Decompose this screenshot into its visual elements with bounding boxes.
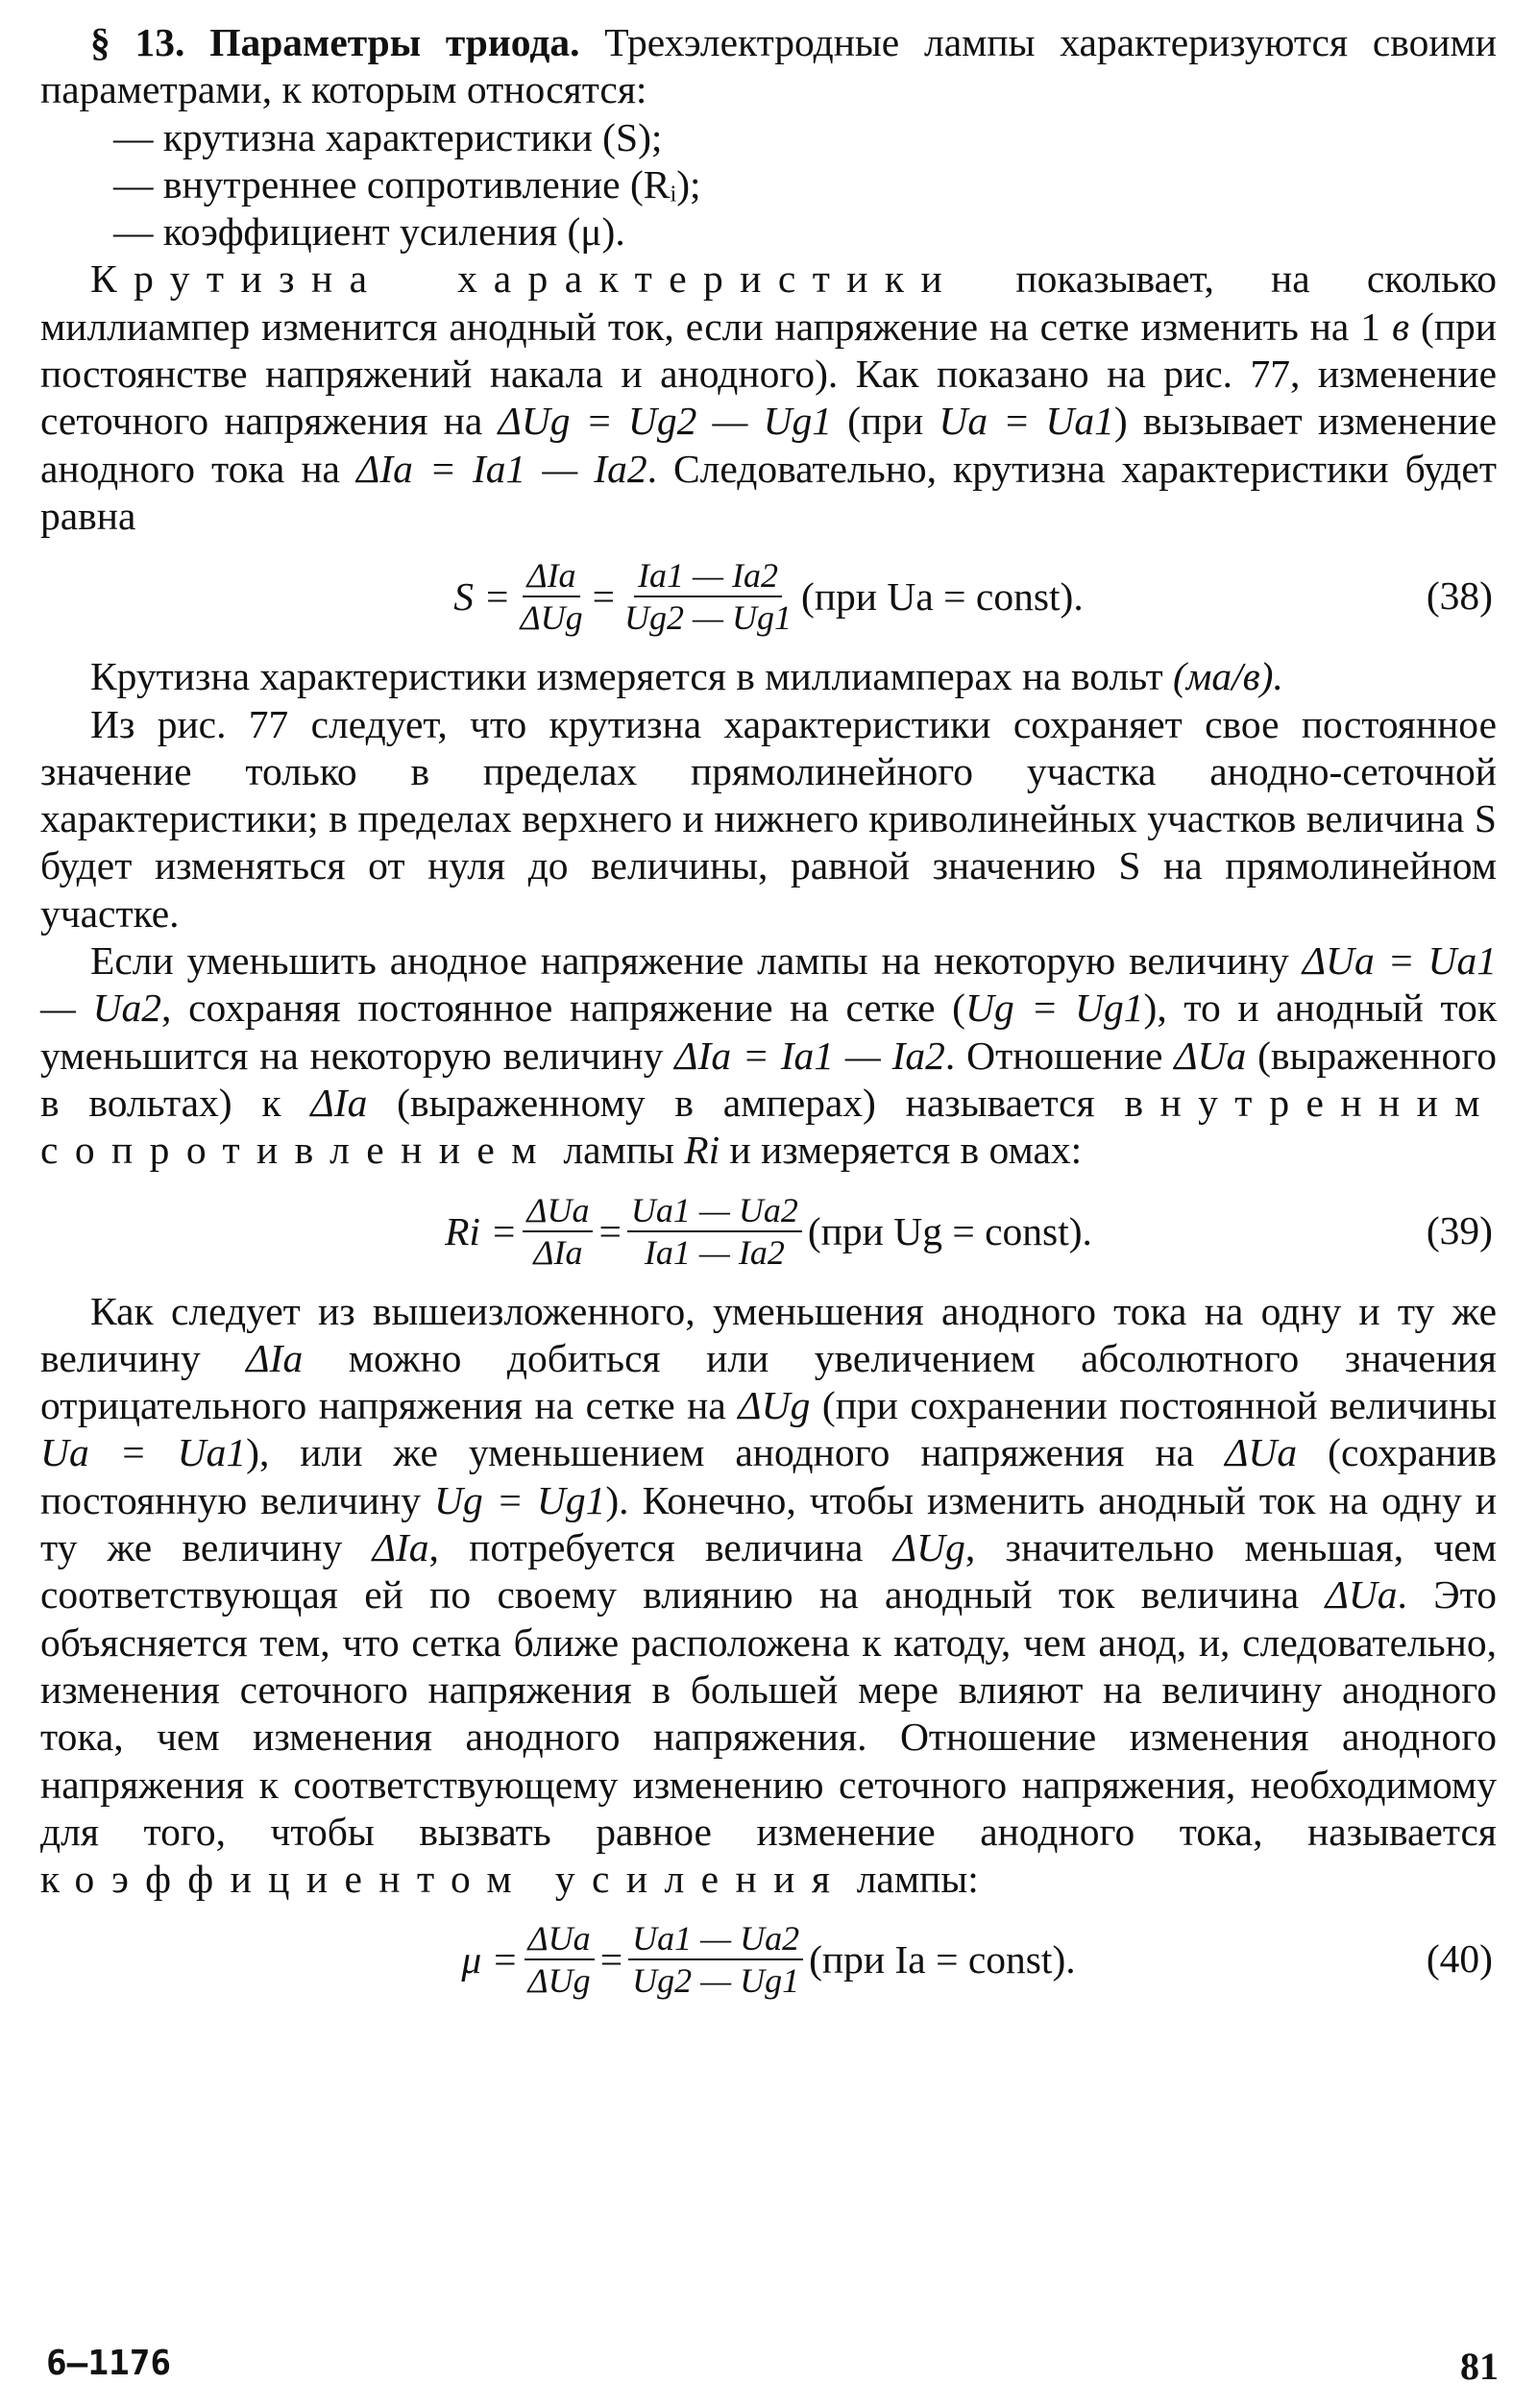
mu-text: , значительно меньшая, чем соответствующая ей по своему влиянию на анодный ток величина	[40, 1525, 1497, 1617]
equation-condition: (при Ua = const).	[801, 574, 1084, 620]
equation-number: (40)	[1426, 1936, 1493, 1982]
mu-text: (при сохранении постоянной величины	[810, 1383, 1497, 1428]
numerator: Ua1 — Ua2	[627, 1190, 802, 1232]
numerator: Ia1 — Ia2	[634, 555, 782, 597]
formula-inline: Ua = Ua1	[939, 399, 1114, 444]
mu-text: можно добиться или увеличением абсолютного значения отрицательного напряжения на сетке на	[40, 1335, 1497, 1428]
param-list-item-gain: — коэффициент усиления (μ).	[113, 209, 625, 255]
fraction	[525, 1918, 595, 2001]
denominator: Ug2 — Ug1	[632, 1961, 800, 2001]
formula-inline: ΔUg	[738, 1383, 811, 1428]
formula-inline: ΔIa	[310, 1080, 368, 1125]
mu-text: ), или же уменьшением анодного напряжения на	[246, 1430, 1226, 1475]
numerator: Ua1 — Ua2	[628, 1918, 803, 1960]
internal-resistance-paragraph	[40, 937, 1497, 1174]
denominator: ΔUg	[527, 1961, 591, 2001]
page-footer	[46, 2344, 1499, 2392]
formula-inline: ΔUa	[1325, 1572, 1398, 1617]
page-number: 81	[1460, 2345, 1499, 2388]
printer-signature: 6—1176	[46, 2344, 172, 2383]
ri-text: , сохраняя постоянное напряжение на сетке (	[161, 985, 965, 1031]
formula-inline: Ua = Ua1	[40, 1430, 247, 1475]
mu-text: , потребуется величина	[428, 1525, 893, 1570]
param-list-item-slope: — крутизна характеристики (S);	[113, 114, 663, 159]
unit-volt: в	[1392, 304, 1410, 349]
formula-inline: ΔUa = Ua1 — Ua2	[40, 938, 1497, 1031]
formula-inline: Ri	[684, 1128, 720, 1173]
slope-text: показывает, на сколько миллиампер изменится анодный ток, если напряжение на сетке изменить на 1	[40, 256, 1497, 349]
equation-lhs: Ri =	[445, 1208, 518, 1253]
equation-condition: (при Ia = const).	[809, 1937, 1076, 1982]
denominator: Ia1 — Ia2	[644, 1232, 785, 1272]
formula-inline: Ug = Ug1	[964, 985, 1144, 1031]
gain-paragraph	[40, 1288, 1497, 1904]
formula-inline: ΔIa	[246, 1335, 304, 1380]
equation-lhs: μ =	[461, 1937, 519, 1982]
fig77-paragraph: Из рис. 77 следует, что крутизна характеристики сохраняет свое постоянное значение только в пределах прямолинейного участка анодно-сеточной характеристики; в пределах верхнего и нижнего криволинейных участков величина S будет изменяться от нуля до величины, равной значению S на прямолинейном участке.	[40, 701, 1497, 936]
ri-text: . Отношение	[944, 1033, 1175, 1078]
denominator: ΔUg	[520, 598, 583, 638]
formula-inline: ΔIa	[372, 1525, 429, 1570]
formula-inline: ΔIa = Ia1 — Ia2	[674, 1033, 945, 1078]
fraction	[516, 555, 586, 638]
equation-38: S = $\frac{\text{ΔIa}}{\text{ΔUg}}$ = $\frac{Ia1 — Ia2}{Ug2 — Ug1}$ (при Ua = const). (38)	[453, 556, 1493, 638]
denominator: Ug2 — Ug1	[623, 598, 792, 638]
equation-lhs: S =	[453, 574, 511, 620]
slope-text: (при	[832, 399, 939, 444]
unit-ma-per-v: (ма/в).	[1173, 654, 1283, 699]
formula-inline: ΔUg	[892, 1525, 965, 1570]
fraction	[523, 1190, 593, 1273]
formula-inline: ΔUa	[1225, 1430, 1298, 1475]
section-intro-paragraph	[40, 19, 1497, 114]
equation-number: (38)	[1426, 573, 1493, 619]
numerator: ΔIa	[523, 555, 579, 597]
slope-text: . Следовательно, крутизна характеристики будет равна	[40, 446, 1497, 538]
slope-term: Крутизна характеристики	[90, 256, 960, 302]
section-heading: § 13. Параметры триода.	[90, 20, 580, 64]
fraction	[627, 1190, 802, 1273]
gain-term: коэффициентом усиления	[40, 1857, 847, 1902]
equation-39: Ri = $\frac{\text{ΔUa}}{\text{ΔIa}}$ = $\frac{Ua1 — Ua2}{Ia1 — Ia2}$ (при Ug = const). (39)	[445, 1190, 1493, 1272]
mu-text: . Это объясняется тем, что сетка ближе расположена к катоду, чем анод, и, следовательно, изменения сеточного напряжения в большей мере влияют на величину анодного тока, чем изменения анодного напряжения. Отношение изменения анодного напряжения к соответствующему изменению сеточного напряжения, необходимому для того, чтобы вызвать равное изменение анодного тока, называется	[40, 1572, 1497, 1854]
internal-resistance-term: внутренним сопротивлением	[40, 1080, 1497, 1173]
formula-inline: ΔIa = Ia1 — Ia2	[356, 446, 647, 491]
mu-text: (сохранив постоянную величину	[40, 1430, 1498, 1522]
mu-text: лампы:	[846, 1857, 979, 1902]
units-paragraph	[40, 653, 1497, 700]
slope-paragraph	[40, 255, 1497, 540]
denominator: ΔIa	[533, 1232, 583, 1272]
ri-text: (выраженного в вольтах) к	[40, 1033, 1498, 1125]
units-text: Крутизна характеристики измеряется в миллиамперах на вольт	[90, 654, 1163, 699]
ri-text: (выраженному в амперах) называется	[367, 1080, 1125, 1125]
ri-text: ), то и анодный ток уменьшится на некоторую величину	[40, 985, 1498, 1078]
equation-condition: (при Ug = const).	[807, 1208, 1092, 1253]
book-page	[40, 19, 1497, 2016]
fraction	[628, 1918, 803, 2001]
mu-text: Как следует из вышеизложенного, уменьшения анодного тока на одну и ту же величину	[40, 1288, 1497, 1380]
equation-40: μ = $\frac{\text{ΔUa}}{\text{ΔUg}}$ = $\frac{Ua1 — Ua2}{Ug2 — Ug1}$ (при Ia = const). (40)	[461, 1919, 1493, 2001]
param-list-item-resistance: — внутреннее сопротивление (Rᵢ);	[113, 161, 701, 207]
formula-inline: ΔUa	[1174, 1033, 1247, 1078]
slope-text: (при постоянстве напряжений накала и анодного). Как показано на рис. 77, изменение сеточного напряжения на	[40, 304, 1497, 444]
intro-text: Трехэлектродные лампы характеризуются своими параметрами, к которым относятся:	[40, 20, 1497, 112]
ri-text: Если уменьшить анодное напряжение лампы на некоторую величину	[90, 938, 1303, 984]
numerator: ΔUa	[523, 1190, 593, 1232]
numerator: ΔUa	[525, 1918, 595, 1960]
mu-text: ). Конечно, чтобы изменить анодный ток на одну и ту же величину	[40, 1477, 1498, 1570]
formula-inline: ΔUg = Ug2 — Ug1	[498, 399, 833, 444]
slope-text: ) вызывает изменение анодного тока на	[40, 399, 1497, 491]
fraction	[621, 555, 795, 638]
ri-text: и измеряется в омах:	[720, 1128, 1083, 1173]
ri-text: лампы	[552, 1128, 685, 1173]
equation-number: (39)	[1426, 1207, 1493, 1253]
formula-inline: Ug = Ug1	[434, 1477, 606, 1522]
